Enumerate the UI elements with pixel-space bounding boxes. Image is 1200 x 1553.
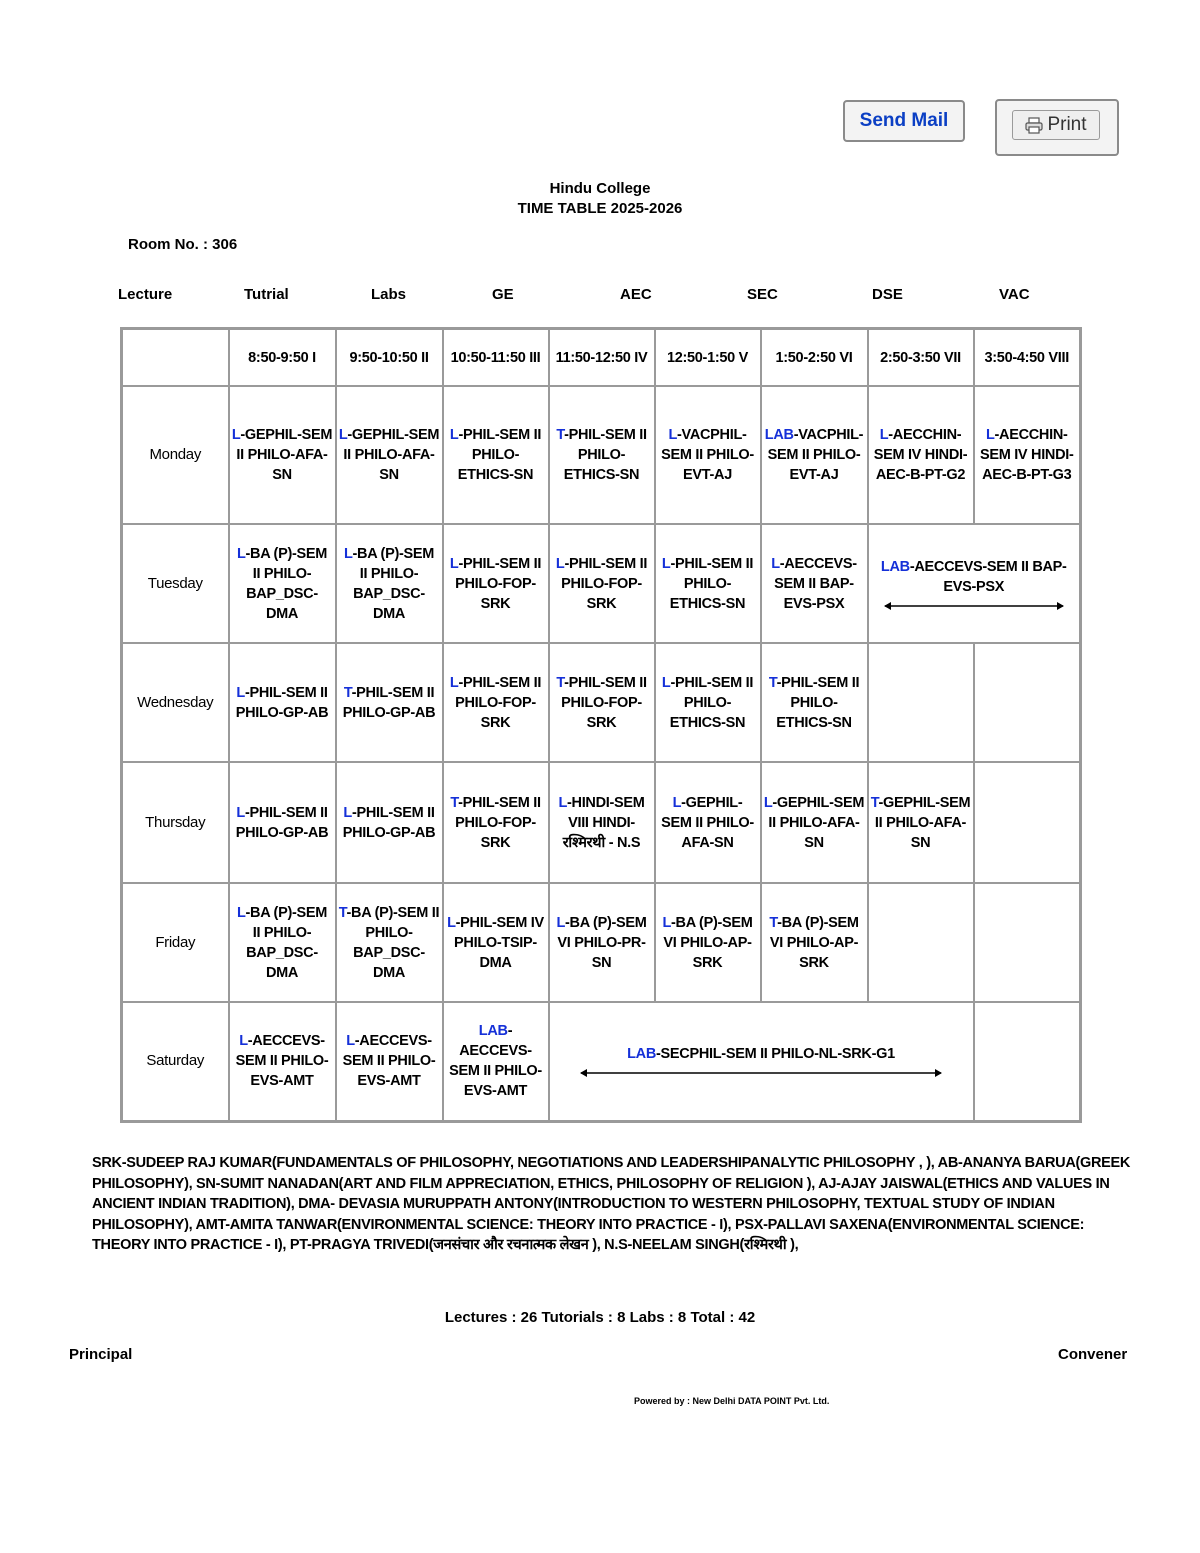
slot-type: L	[239, 1033, 248, 1050]
legend-tutorial: Tutrial	[244, 286, 289, 303]
period-header: 2:50-3:50 VII	[868, 329, 974, 387]
slot-details: -PHIL-SEM II PHILO-GP-AB	[235, 684, 329, 721]
class-slot	[336, 1002, 443, 1121]
slot-details: -AECCEVS-SEM II PHILO-EVS-AMT	[449, 1023, 542, 1100]
slot-type: L	[662, 914, 671, 931]
slot-type: L	[672, 794, 682, 811]
slot-type: L	[236, 904, 246, 921]
slot-type: T	[450, 794, 459, 811]
slot-type: T	[870, 794, 879, 811]
slot-type: L	[449, 427, 459, 443]
day-row	[122, 762, 1081, 883]
period-header: 8:50-9:50 I	[229, 329, 336, 387]
class-slot	[868, 762, 974, 883]
day-label: Monday	[122, 386, 229, 524]
class-slot	[549, 386, 655, 524]
slot-details: -BA (P)-SEM II PHILO-BAP_DSC-DMA	[245, 904, 328, 981]
slot-type: LAB	[627, 1046, 657, 1063]
slot-type: L	[346, 1033, 355, 1050]
slot-type: L	[231, 427, 241, 443]
slot-type: T	[769, 914, 778, 931]
slot-type: LAB	[764, 427, 794, 443]
class-slot	[655, 386, 761, 524]
slot-type: L	[558, 794, 567, 811]
class-slot	[655, 883, 761, 1002]
empty-slot	[974, 762, 1081, 883]
slot-details: -AECCEVS-SEM II BAP-EVS-PSX	[774, 555, 857, 612]
slot-details: -AECCHIN-SEM IV HINDI-AEC-B-PT-G3	[979, 427, 1074, 483]
empty-slot	[974, 883, 1081, 1002]
class-slot	[549, 643, 655, 762]
faculty-legend: SRK-SUDEEP RAJ KUMAR(FUNDAMENTALS OF PHILOSOPHY, NEGOTIATIONS AND LEADERSHIPANALYTIC PHILOSOPHY , ), AB-ANANYA BARUA(GREEK PHILOSOPHY), SN-SUMIT NANADAN(ART AND FILM APPRECIATION, ETHICS, PHILOSOPHY OF RELIGION ), AJ-AJAY JAISWAL(ETHICS AND VALUES IN ANCIENT INDIAN TRADITION), DMA- DEVASIA MURUPPATH ANTONY(INTRODUCTION TO WESTERN PHILOSOPHY, TEXTUAL STUDY OF INDIAN PHILOSOPHY), AMT-AMITA TANWAR(ENVIRONMENTAL SCIENCE: THEORY INTO PRACTICE - I), PSX-PALLAVI SAXENA(ENVIRONMENTAL SCIENCE: THEORY INTO PRACTICE - I), PT-PRAGYA TRIVEDI(जनसंचार और रचनात्मक लेखन ), N.S-NEELAM SINGH(रश्मिरथी ),	[92, 1155, 1131, 1253]
span-arrow-icon	[883, 601, 1065, 611]
class-slot	[443, 524, 549, 643]
slot-details: -PHIL-SEM II PHILO-ETHICS-SN	[669, 555, 754, 612]
slot-type: L	[449, 674, 459, 691]
slot-details: -BA (P)-SEM II PHILO-BAP_DSC-DMA	[352, 545, 435, 622]
corner-cell	[122, 329, 229, 387]
day-row	[122, 524, 1081, 643]
slot-details: -BA (P)-SEM II PHILO-BAP_DSC-DMA	[245, 545, 328, 622]
legend-labs: Labs	[371, 286, 407, 303]
class-slot	[229, 1002, 336, 1121]
slot-type: L	[447, 914, 456, 931]
load-summary: Lectures : 26 Tutorials : 8 Labs : 8 Total : 42	[444, 1309, 756, 1326]
class-slot	[443, 643, 549, 762]
class-slot	[336, 883, 443, 1002]
room-number: Room No. : 306	[128, 236, 238, 253]
slot-details: -PHIL-SEM II PHILO-GP-AB	[235, 804, 329, 841]
slot-details: -PHIL-SEM II PHILO-ETHICS-SN	[563, 427, 647, 483]
slot-details: -PHIL-SEM II PHILO-GP-AB	[342, 804, 436, 841]
class-slot	[761, 762, 868, 883]
class-slot	[549, 883, 655, 1002]
span-arrow-icon	[579, 1068, 943, 1078]
day-label: Saturday	[122, 1002, 229, 1121]
empty-slot	[974, 1002, 1081, 1121]
slot-details: -PHIL-SEM IV PHILO-TSIP-DMA	[454, 914, 544, 971]
slot-type: T	[768, 674, 777, 691]
empty-slot	[868, 883, 974, 1002]
class-slot	[443, 883, 549, 1002]
slot-details: -PHIL-SEM II PHILO-FOP-SRK	[455, 555, 542, 612]
slot-type: LAB	[478, 1023, 508, 1040]
day-label: Friday	[122, 883, 229, 1002]
class-slot	[336, 762, 443, 883]
convener-signature-label: Convener	[1058, 1346, 1128, 1363]
day-row	[122, 883, 1081, 1002]
legend-lecture: Lecture	[118, 286, 173, 303]
slot-details: -PHIL-SEM II PHILO-FOP-SRK	[561, 674, 647, 731]
class-slot	[443, 386, 549, 524]
powered-by-credit: Powered by : New Delhi DATA POINT Pvt. Ltd.	[634, 1396, 830, 1406]
class-slot	[655, 762, 761, 883]
slot-type: L	[879, 427, 889, 443]
slot-type: L	[236, 804, 245, 821]
slot-details: -PHIL-SEM II PHILO-FOP-SRK	[455, 794, 541, 851]
legend-aec: AEC	[620, 286, 652, 303]
period-header: 9:50-10:50 II	[336, 329, 443, 387]
slot-details: -BA (P)-SEM VI PHILO-AP-SRK	[663, 914, 753, 971]
slot-details: -VACPHIL-SEM II PHILO-EVT-AJ	[767, 427, 864, 483]
period-header: 3:50-4:50 VIII	[974, 329, 1081, 387]
class-slot	[336, 524, 443, 643]
print-button[interactable]	[1012, 110, 1100, 140]
class-slot	[336, 643, 443, 762]
slot-details: -AECCHIN-SEM IV HINDI-AEC-B-PT-G2	[873, 427, 968, 483]
period-header: 11:50-12:50 IV	[549, 329, 655, 387]
slot-details: -GEPHIL-SEM II PHILO-AFA-SN	[874, 794, 971, 851]
class-slot	[549, 1002, 974, 1121]
principal-signature-label: Principal	[69, 1346, 133, 1363]
class-slot	[655, 524, 761, 643]
slot-details: -PHIL-SEM II PHILO-ETHICS-SN	[457, 427, 542, 483]
slot-details: -PHIL-SEM II PHILO-ETHICS-SN	[669, 674, 754, 731]
period-header: 10:50-11:50 III	[443, 329, 549, 387]
day-row	[122, 1002, 1081, 1121]
slot-type: T	[338, 904, 347, 921]
day-row	[122, 386, 1081, 524]
slot-type: L	[236, 684, 245, 701]
slot-type: L	[668, 427, 678, 443]
day-label: Tuesday	[122, 524, 229, 643]
college-name: Hindu College	[549, 180, 651, 197]
class-slot	[761, 386, 868, 524]
class-slot	[443, 762, 549, 883]
slot-details: -GEPHIL-SEM II PHILO-AFA-SN	[661, 794, 754, 851]
empty-slot	[974, 643, 1081, 762]
period-header: 1:50-2:50 VI	[761, 329, 868, 387]
slot-details: -PHIL-SEM II PHILO-ETHICS-SN	[776, 674, 860, 731]
class-slot	[761, 883, 868, 1002]
class-slot	[761, 643, 868, 762]
class-slot	[549, 524, 655, 643]
slot-type: L	[338, 427, 348, 443]
period-header: 12:50-1:50 V	[655, 329, 761, 387]
slot-details: -VACPHIL-SEM II PHILO-EVT-AJ	[661, 427, 754, 483]
slot-type: L	[556, 914, 565, 931]
slot-type: T	[556, 674, 565, 691]
slot-details: -GEPHIL-SEM II PHILO-AFA-SN	[768, 794, 865, 851]
slot-type: T	[343, 684, 352, 701]
slot-details: -AECCEVS-SEM II PHILO-EVS-AMT	[235, 1033, 329, 1090]
slot-type: L	[236, 545, 246, 562]
class-slot	[761, 524, 868, 643]
legend-ge: GE	[492, 286, 514, 303]
slot-details: -AECCEVS-SEM II BAP-EVS-PSX	[909, 558, 1067, 595]
class-slot	[229, 386, 336, 524]
slot-type: L	[661, 674, 671, 691]
slot-type: L	[771, 555, 780, 572]
day-label: Thursday	[122, 762, 229, 883]
slot-details: -PHIL-SEM II PHILO-GP-AB	[342, 684, 436, 721]
class-slot	[443, 1002, 549, 1121]
slot-details: -PHIL-SEM II PHILO-FOP-SRK	[561, 555, 648, 612]
slot-details: -GEPHIL-SEM II PHILO-AFA-SN	[236, 427, 333, 483]
class-slot	[229, 524, 336, 643]
class-slot	[229, 762, 336, 883]
class-slot	[655, 643, 761, 762]
class-slot	[336, 386, 443, 524]
class-slot	[868, 524, 1081, 643]
slot-details: -BA (P)-SEM VI PHILO-PR-SN	[557, 914, 647, 971]
slot-type: L	[985, 427, 995, 443]
slot-type: L	[555, 555, 565, 572]
class-slot	[868, 386, 974, 524]
slot-details: -GEPHIL-SEM II PHILO-AFA-SN	[343, 427, 440, 483]
day-label: Wednesday	[122, 643, 229, 762]
class-slot	[229, 883, 336, 1002]
slot-type: L	[343, 804, 352, 821]
slot-details: -AECCEVS-SEM II PHILO-EVS-AMT	[342, 1033, 436, 1090]
day-row	[122, 643, 1081, 762]
legend-vac: VAC	[999, 286, 1030, 303]
timetable-title: TIME TABLE 2025-2026	[517, 200, 683, 217]
slot-type: L	[343, 545, 353, 562]
slot-type: LAB	[880, 558, 910, 575]
slot-type: L	[449, 555, 459, 572]
class-slot	[229, 643, 336, 762]
slot-details: -BA (P)-SEM VI PHILO-AP-SRK	[769, 914, 859, 971]
timetable-grid	[120, 327, 1082, 1123]
print-label: Print	[1047, 114, 1087, 135]
class-slot	[974, 386, 1081, 524]
legend-sec: SEC	[747, 286, 778, 303]
empty-slot	[868, 643, 974, 762]
slot-type: T	[556, 427, 565, 443]
slot-details: -SECPHIL-SEM II PHILO-NL-SRK-G1	[656, 1046, 895, 1063]
slot-details: -BA (P)-SEM II PHILO-BAP_DSC-DMA	[346, 904, 440, 981]
printer-icon	[1025, 117, 1043, 134]
slot-type: L	[661, 555, 671, 572]
send-mail-button[interactable]: Send Mail	[843, 100, 965, 142]
slot-type: L	[763, 794, 773, 811]
slot-details: -HINDI-SEM VIII HINDI-रश्मिरथी - N.S	[562, 794, 645, 851]
legend-dse: DSE	[872, 286, 903, 303]
class-slot	[549, 762, 655, 883]
slot-details: -PHIL-SEM II PHILO-FOP-SRK	[455, 674, 542, 731]
